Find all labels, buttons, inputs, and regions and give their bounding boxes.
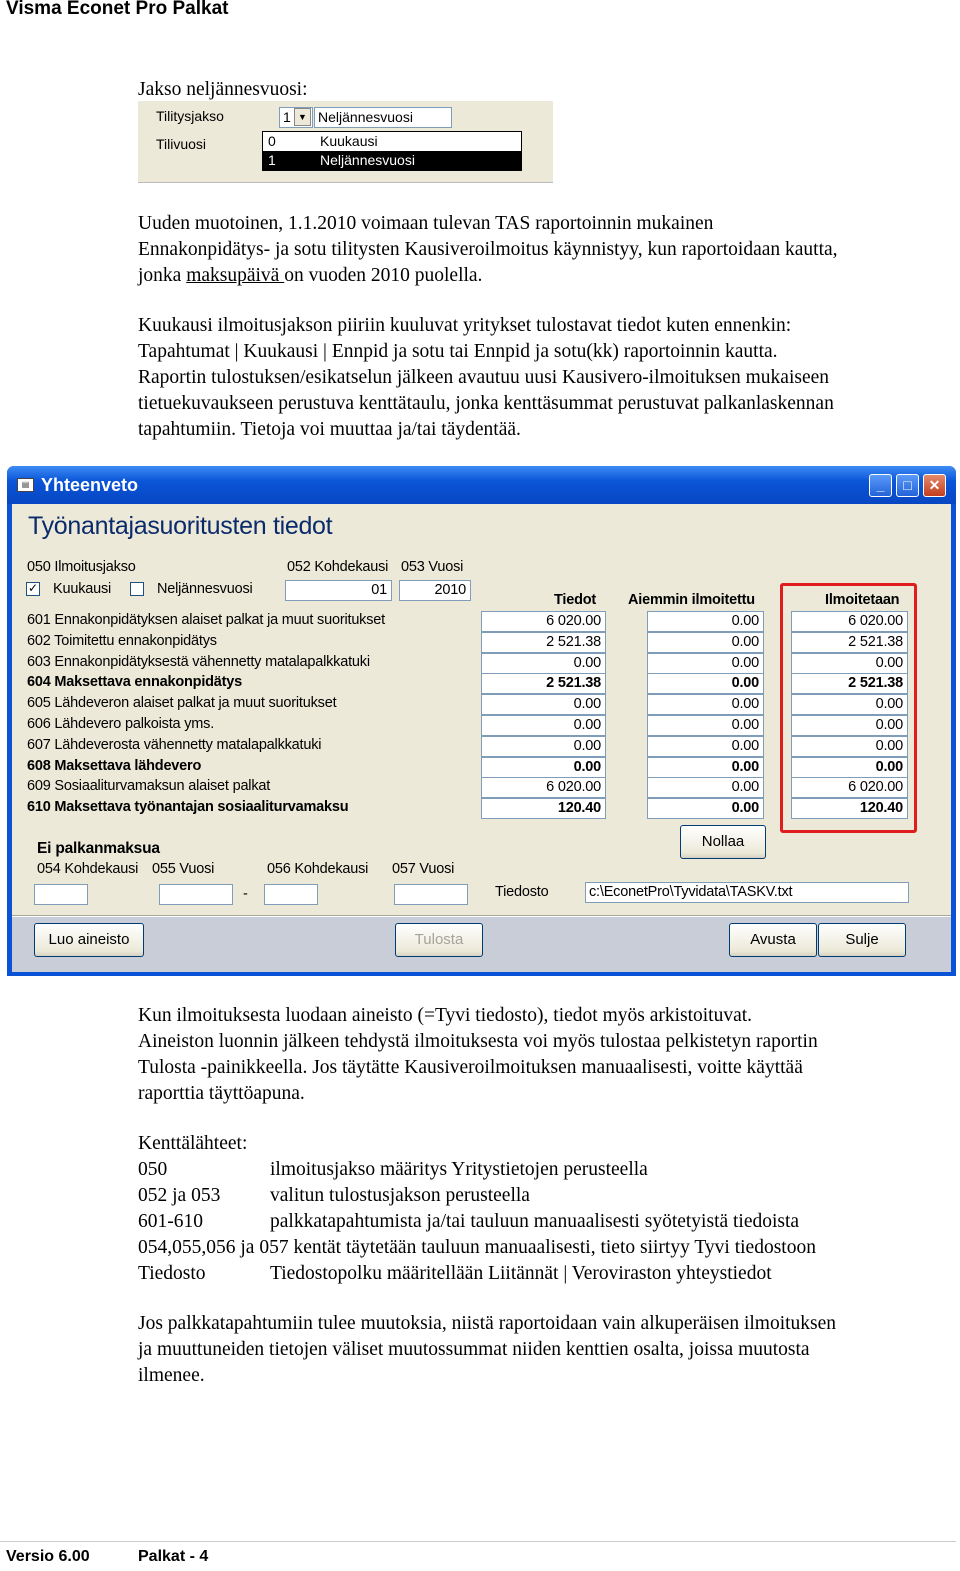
field-aiemmin[interactable]: 0.00 [647, 715, 764, 736]
close-icon[interactable]: ✕ [923, 474, 946, 497]
checkbox-kuukausi[interactable]: ✓ [27, 581, 39, 595]
col-header-aiemmin: Aiemmin ilmoitettu [628, 592, 755, 608]
field-ilmoitetaan[interactable]: 6 020.00 [791, 611, 908, 632]
source-row-054-057: 054,055,056 ja 057 kentät täytetään tauluun manuaalisesti, tieto siirtyy Tyvi tiedostoon [138, 1237, 816, 1258]
field-ilmoitetaan[interactable]: 0.00 [791, 757, 908, 778]
field-ilmoitetaan[interactable]: 0.00 [791, 694, 908, 715]
app-title: Visma Econet Pro Palkat [6, 0, 229, 19]
maksupaiva-link[interactable]: maksupäivä [186, 265, 285, 286]
changes-line-1: Jos palkkatapahtumiin tulee muutoksia, niistä raportoidaan vain alkuperäisen ilmoituksen [138, 1313, 837, 1334]
label-neljannesvuosi: Neljännesvuosi [157, 581, 253, 597]
field-053-vuosi[interactable]: 2010 [399, 580, 471, 601]
window-app-icon: ▤ [17, 478, 34, 492]
field-aiemmin[interactable]: 0.00 [647, 694, 764, 715]
col-header-ilmoitetaan: Ilmoitetaan [825, 592, 900, 608]
option-name: Kuukausi [320, 133, 378, 149]
window-titlebar[interactable] [7, 466, 956, 504]
footer-rule [0, 1541, 956, 1542]
tulosta-button[interactable]: Tulosta [395, 923, 483, 957]
option-code: 0 [268, 133, 276, 149]
field-057[interactable] [394, 884, 468, 905]
option-name: Neljännesvuosi [320, 152, 415, 168]
field-aiemmin[interactable]: 0.00 [647, 673, 764, 694]
archive-line-4: raporttia täyttöapuna. [138, 1083, 305, 1104]
yhteenveto-window [7, 466, 956, 976]
field-tiedot[interactable]: 0.00 [481, 653, 606, 674]
footer-version: Versio 6.00 [6, 1548, 90, 1565]
row-label: 606 Lähdevero palkoista yms. [27, 716, 215, 732]
checkbox-neljannesvuosi[interactable] [130, 582, 144, 596]
monthly-line-3: Raportin tulostuksen/esikatselun jälkeen avautuu uusi Kausivero-ilmoituksen mukaiseen [138, 367, 830, 388]
field-aiemmin[interactable]: 0.00 [647, 757, 764, 778]
row-label: 603 Ennakonpidätyksestä vähennetty matalapalkkatuki [27, 654, 370, 670]
label-055: 055 Vuosi [152, 861, 215, 877]
source-row-052-053: 052 ja 053 valitun tulostusjakson perusteella [138, 1185, 530, 1206]
monthly-line-5: tapahtumiin. Tietoja voi muuttaa ja/tai täydentää. [138, 419, 521, 440]
monthly-line-4: tietuekuvaukseen perustuva kenttätaulu, jonka kenttäsummat perustuvat palkanlaskennan [138, 393, 834, 414]
window-client-area [12, 504, 951, 972]
nollaa-button[interactable]: Nollaa [680, 825, 766, 859]
changes-line-2: ja muuttuneiden tietojen väliset muutossummat niiden kenttien osalta, joissa muutosta [138, 1339, 810, 1360]
row-label: 609 Sosiaaliturvamaksun alaiset palkat [27, 778, 271, 794]
field-tiedot[interactable]: 0.00 [481, 715, 606, 736]
luo-aineisto-button[interactable]: Luo aineisto [34, 923, 144, 957]
archive-line-2: Aineiston luonnin jälkeen tehdystä ilmoituksesta voi myös tulostaa pelkistetyn raportin [138, 1031, 818, 1052]
tilitysjakso-label: Tilitysjakso [156, 108, 224, 124]
field-tiedot[interactable]: 2 521.38 [481, 673, 606, 694]
row-label: 604 Maksettava ennakonpidätys [27, 674, 243, 690]
field-ilmoitetaan[interactable]: 120.40 [791, 798, 908, 819]
field-aiemmin[interactable]: 0.00 [647, 653, 764, 674]
window-title: Yhteenveto [41, 475, 139, 495]
period-code-combo[interactable]: 1 [279, 107, 313, 128]
dash-separator: - [243, 886, 248, 902]
field-ilmoitetaan[interactable]: 0.00 [791, 715, 908, 736]
field-052-kohdekausi[interactable]: 01 [285, 580, 392, 601]
field-tiedot[interactable]: 0.00 [481, 694, 606, 715]
label-053: 053 Vuosi [401, 559, 464, 575]
period-dropdown-screenshot [138, 101, 553, 183]
period-name-combo[interactable]: Neljännesvuosi [314, 107, 452, 128]
row-label: 607 Lähdeverosta vähennetty matalapalkkatuki [27, 737, 322, 753]
period-dropdown-list [262, 131, 522, 171]
highlight-ilmoitetaan-column [780, 583, 917, 833]
tilivuosi-label: Tilivuosi [156, 136, 207, 152]
changes-line-3: ilmenee. [138, 1365, 205, 1386]
field-054[interactable] [34, 884, 88, 905]
button-bar [12, 917, 951, 972]
tiedosto-path-field[interactable]: c:\EconetPro\Tyvidata\TASKV.txt [585, 882, 909, 903]
row-label: 608 Maksettava lähdevero [27, 758, 202, 774]
field-aiemmin[interactable]: 0.00 [647, 798, 764, 819]
footer-page: Palkat - 4 [138, 1548, 209, 1565]
archive-line-3: Tulosta -painikkeella. Jos täytätte Kausiveroilmoituksen manuaalisesti, voitte käyttää [138, 1057, 803, 1078]
field-055[interactable] [159, 884, 233, 905]
field-tiedot[interactable]: 120.40 [481, 798, 606, 819]
list-item-selected[interactable] [263, 151, 521, 170]
list-item[interactable] [263, 132, 521, 151]
label-057: 057 Vuosi [392, 861, 455, 877]
source-row-050: 050 ilmoitusjakso määritys Yritystietojen perusteella [138, 1159, 648, 1180]
archive-line-1: Kun ilmoituksesta luodaan aineisto (=Tyvi tiedosto), tiedot myös arkistoituvat. [138, 1005, 753, 1026]
jakso-heading: Jakso neljännesvuosi: [138, 79, 308, 100]
option-code: 1 [268, 152, 276, 168]
intro-line-2: Ennakonpidätys- ja sotu tilitysten Kausiveroilmoitus käynnistyy, kun raportoidaan kautta, [138, 239, 838, 260]
chevron-down-icon[interactable]: ▼ [294, 108, 311, 126]
maximize-icon[interactable]: □ [896, 474, 919, 497]
intro-line-3: jonka maksupäivä on vuoden 2010 puolella. [138, 265, 483, 286]
field-tiedot[interactable]: 0.00 [481, 757, 606, 778]
field-ilmoitetaan[interactable]: 2 521.38 [791, 673, 908, 694]
col-header-tiedot: Tiedot [554, 592, 597, 608]
field-ilmoitetaan[interactable]: 0.00 [791, 653, 908, 674]
monthly-line-2: Tapahtumat | Kuukausi | Ennpid ja sotu tai Ennpid ja sotu(kk) raportoinnin kautta. [138, 341, 778, 362]
avusta-button[interactable]: Avusta [729, 923, 817, 957]
intro-line-1: Uuden muotoinen, 1.1.2010 voimaan tulevan TAS raportoinnin mukainen [138, 213, 714, 234]
field-ilmoitetaan[interactable]: 6 020.00 [791, 777, 908, 798]
minimize-icon[interactable]: _ [869, 474, 892, 497]
monthly-line-1: Kuukausi ilmoitusjakson piiriin kuuluvat yritykset tulostavat tiedot kuten ennenkin: [138, 315, 792, 336]
field-aiemmin[interactable]: 0.00 [647, 611, 764, 632]
row-label: 602 Toimitettu ennakonpidätys [27, 633, 217, 649]
label-052: 052 Kohdekausi [287, 559, 389, 575]
field-tiedot[interactable]: 6 020.00 [481, 777, 606, 798]
ei-palkanmaksua-heading: Ei palkanmaksua [37, 840, 160, 857]
field-ilmoitetaan[interactable]: 2 521.38 [791, 632, 908, 653]
field-056[interactable] [264, 884, 318, 905]
field-tiedot[interactable]: 0.00 [481, 736, 606, 757]
label-tiedosto: Tiedosto [495, 884, 549, 900]
label-056: 056 Kohdekausi [267, 861, 369, 877]
field-aiemmin[interactable]: 0.00 [647, 736, 764, 757]
label-kuukausi: Kuukausi [53, 581, 112, 597]
label-054: 054 Kohdekausi [37, 861, 139, 877]
row-label: 601 Ennakonpidätyksen alaiset palkat ja muut suoritukset [27, 612, 385, 628]
label-050: 050 Ilmoitusjakso [27, 559, 136, 575]
row-label: 610 Maksettava työnantajan sosiaaliturvamaksu [27, 799, 349, 815]
sulje-button[interactable]: Sulje [818, 923, 906, 957]
field-aiemmin[interactable]: 0.00 [647, 777, 764, 798]
field-ilmoitetaan[interactable]: 0.00 [791, 736, 908, 757]
sources-heading: Kenttälähteet: [138, 1133, 248, 1154]
field-tiedot[interactable]: 2 521.38 [481, 632, 606, 653]
source-row-tiedosto: Tiedosto Tiedostopolku määritellään Liitännät | Veroviraston yhteystiedot [138, 1263, 772, 1284]
field-tiedot[interactable]: 6 020.00 [481, 611, 606, 632]
source-row-601-610: 601-610 palkkatapahtumista ja/tai tauluun manuaalisesti syötetyistä tiedoista [138, 1211, 800, 1232]
field-aiemmin[interactable]: 0.00 [647, 632, 764, 653]
form-heading: Työnantajasuoritusten tiedot [28, 512, 333, 540]
row-label: 605 Lähdeveron alaiset palkat ja muut suoritukset [27, 695, 337, 711]
